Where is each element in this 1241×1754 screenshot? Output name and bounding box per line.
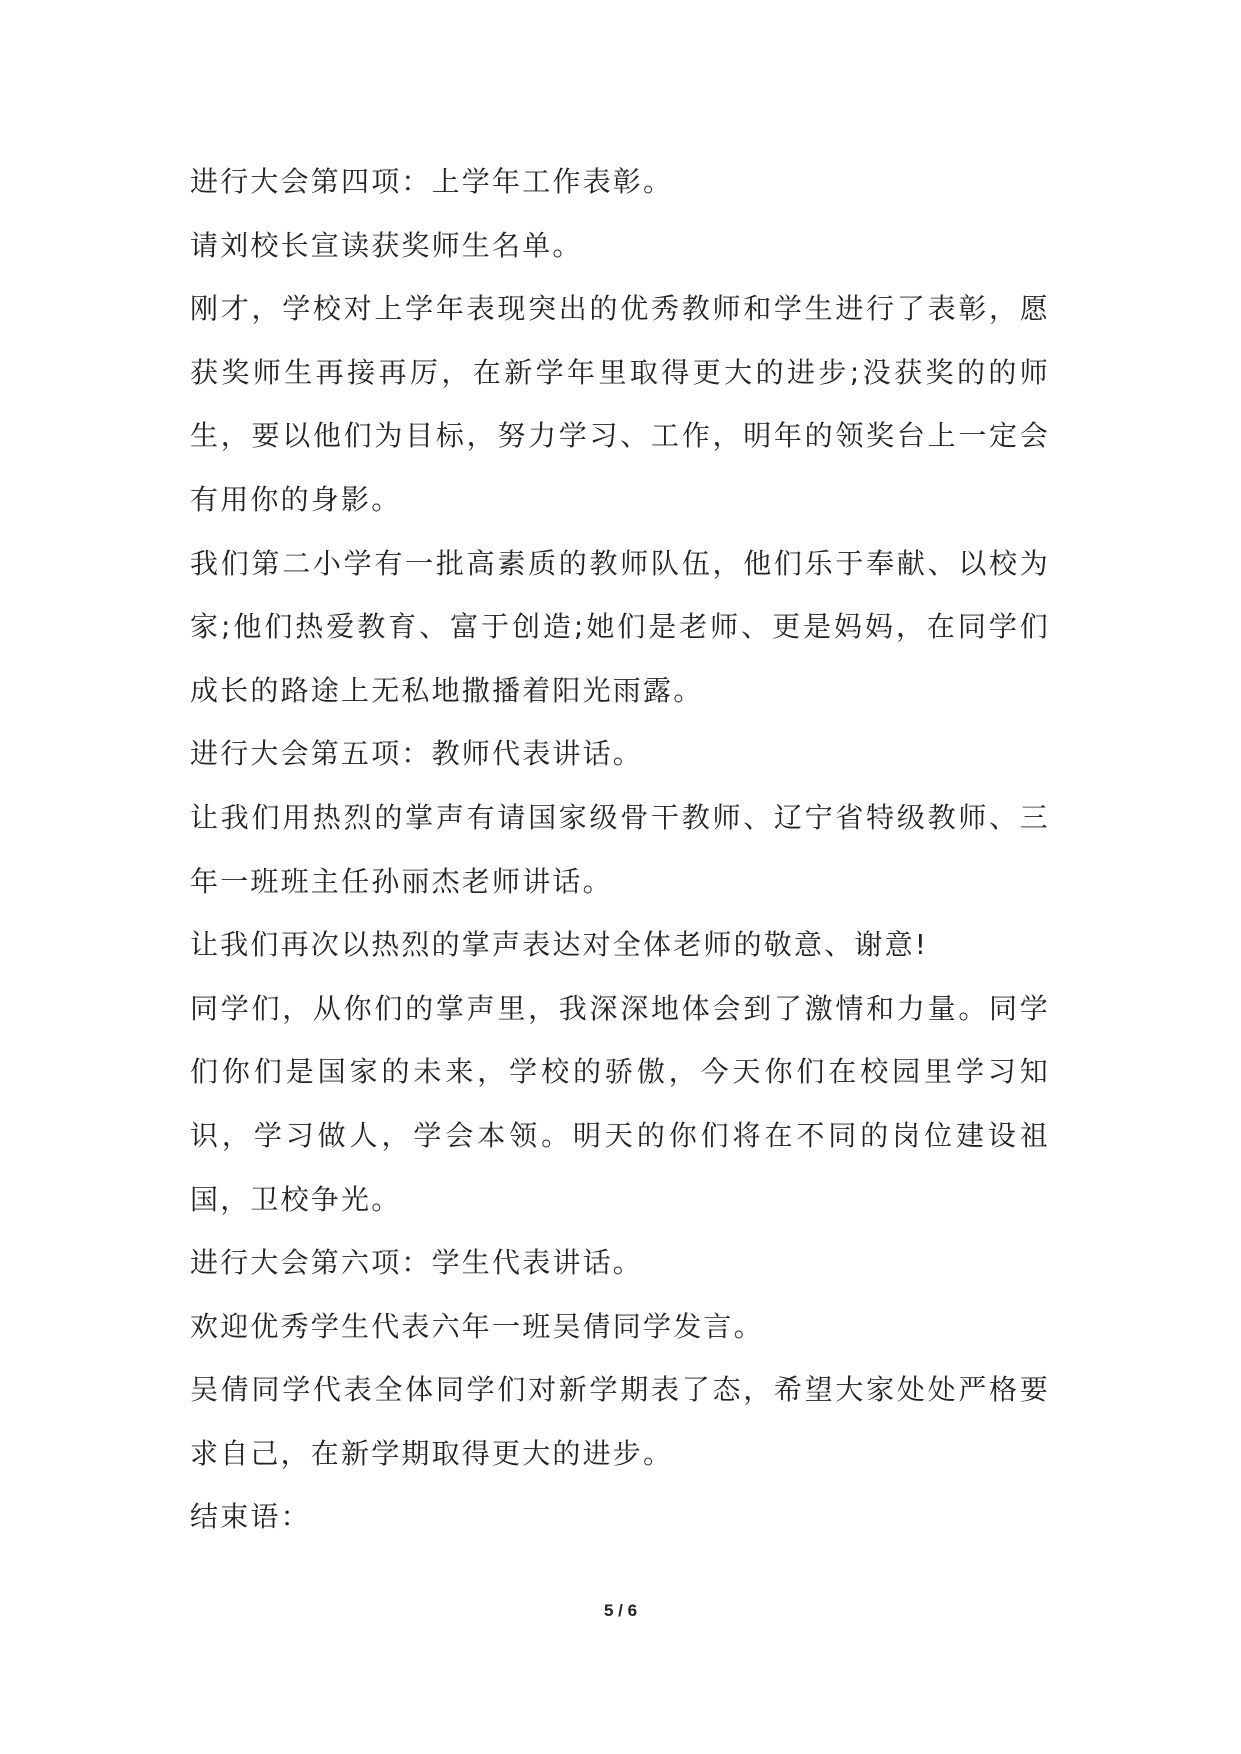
paragraph-teacher-thanks: 让我们再次以热烈的掌声表达对全体老师的敬意、谢意!: [190, 928, 929, 962]
page-number: 5 / 6: [603, 1601, 638, 1620]
paragraph-teacher-invite: 让我们用热烈的掌声有请国家级骨干教师、辽宁省特级教师、三年一班班主任孙丽杰老师讲话。: [190, 800, 1050, 898]
paragraph-student-invite: 欢迎优秀学生代表六年一班吴倩同学发言。: [190, 1309, 764, 1343]
paragraph-award-summary: 刚才，学校对上学年表现突出的优秀教师和学生进行了表彰，愿获奖师生再接再厉，在新学年里取得更大的进步;没获奖的的师生，要以他们为目标，努力学习、工作，明年的领奖台上一定会有用你的身影。: [190, 292, 1050, 516]
paragraph-students-address: 同学们，从你们的掌声里，我深深地体会到了激情和力量。同学们你们是国家的未来，学校的骄傲，今天你们在校园里学习知识，学习做人，学会本领。明天的你们将在不同的岗位建设祖国，卫校争光。: [190, 991, 1050, 1216]
paragraph-closing: 结束语：: [190, 1500, 311, 1534]
paragraph-teacher-speech-item: 进行大会第五项：教师代表讲话。: [190, 737, 644, 771]
paragraph-student-speech-item: 进行大会第六项：学生代表讲话。: [190, 1246, 644, 1280]
paragraph-award-list: 请刘校长宣读获奖师生名单。: [190, 228, 583, 262]
paragraph-student-summary: 吴倩同学代表全体同学们对新学期表了态，希望大家处处严格要求自己，在新学期取得更大的进步。: [190, 1373, 1050, 1470]
paragraph-award-item: 进行大会第四项：上学年工作表彰。: [190, 165, 674, 198]
document-body: [190, 150, 1050, 1549]
paragraph-teacher-team: 我们第二小学有一批高素质的教师队伍，他们乐于奉献、以校为家;他们热爱教育、富于创造;她们是老师、更是妈妈，在同学们成长的路途上无私地撒播着阳光雨露。: [190, 546, 1050, 707]
